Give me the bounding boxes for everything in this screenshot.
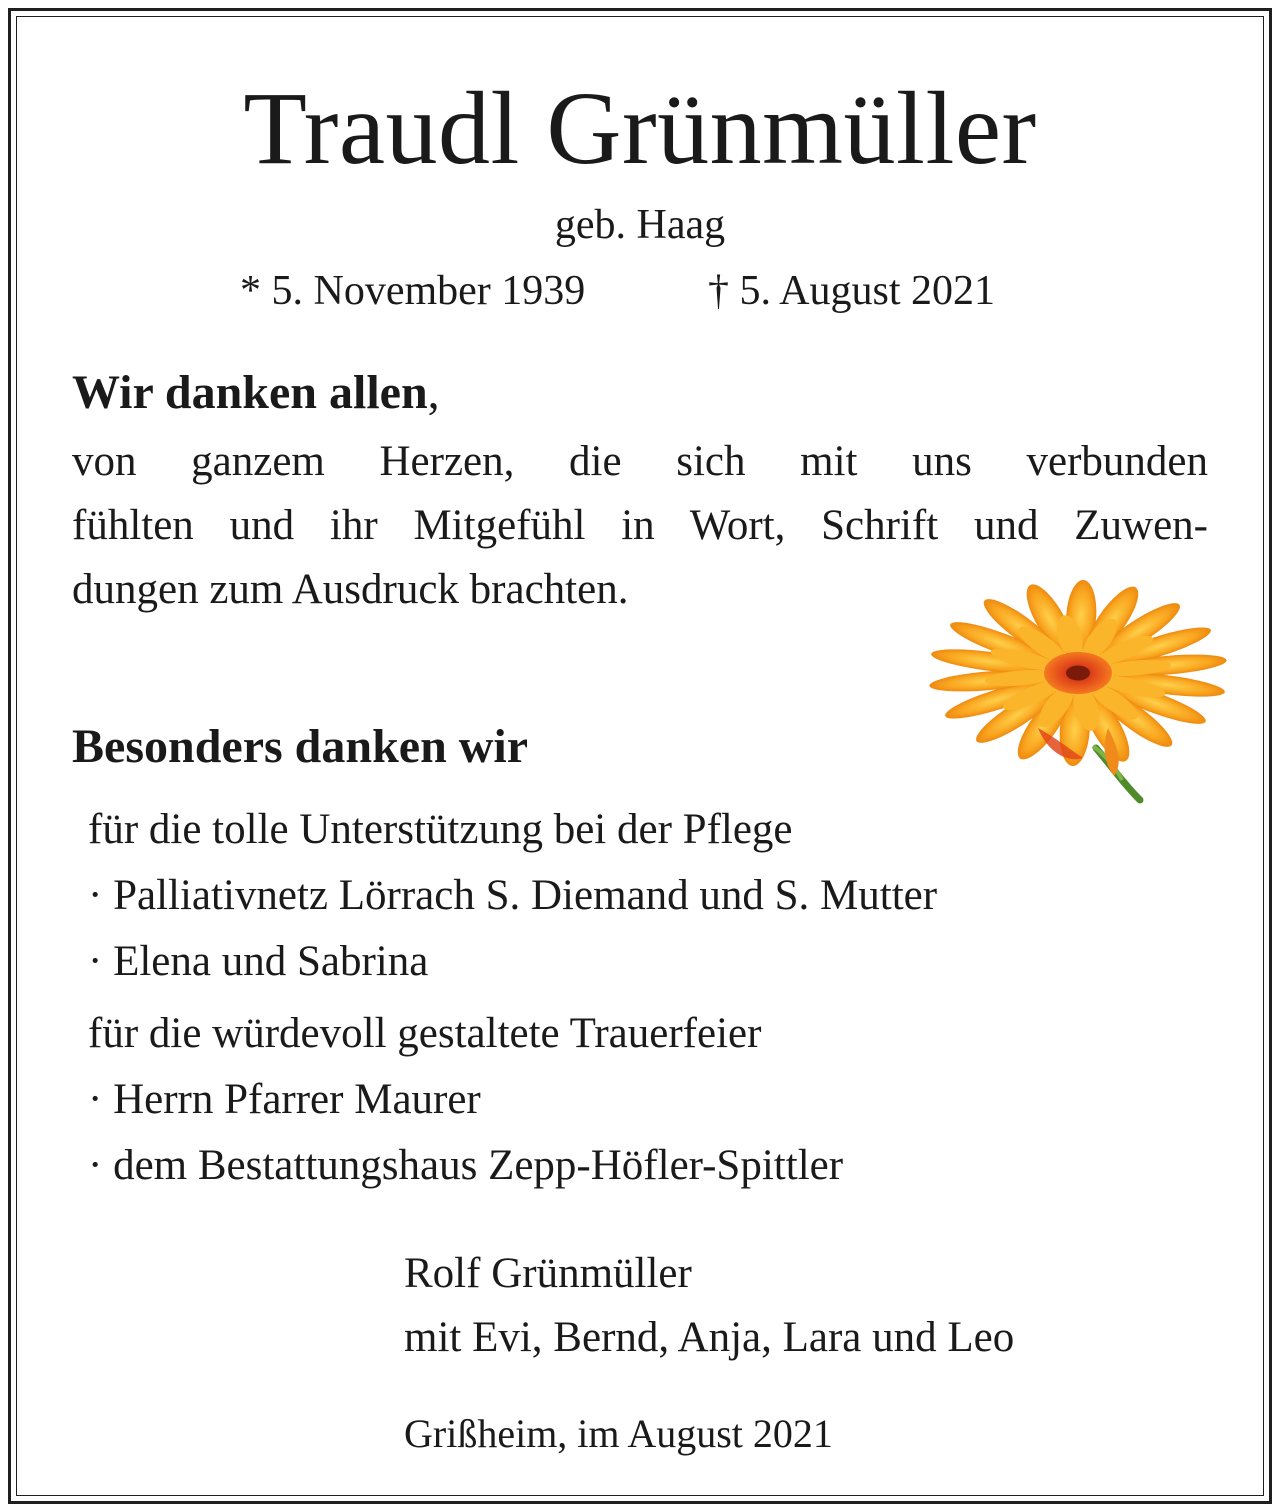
care-intro: für die tolle Unterstützung bei der Pflege xyxy=(88,806,793,853)
funeral-intro: für die würdevoll gestaltete Trauerfeier xyxy=(88,1010,762,1057)
thanks-line: fühlten und ihr Mitgefühl in Wort, Schrift und Zuwen- xyxy=(72,502,1208,549)
list-item: · Palliativnetz Lörrach S. Diemand und S. Mutter xyxy=(88,872,938,919)
thanks-heading-comma: , xyxy=(427,366,440,419)
signature-family: mit Evi, Bernd, Anja, Lara und Leo xyxy=(404,1314,1015,1361)
gerbera-flower-icon xyxy=(918,578,1238,808)
thanks-heading-bold: Wir danken allen xyxy=(72,366,428,419)
birth-name: geb. Haag xyxy=(554,202,726,248)
list-item: · Herrn Pfarrer Maurer xyxy=(88,1076,481,1123)
signature-name: Rolf Grünmüller xyxy=(404,1250,692,1297)
thanks-line: von ganzem Herzen, die sich mit uns verbunden xyxy=(72,438,1208,485)
special-thanks-heading: Besonders danken wir xyxy=(72,720,529,773)
deceased-name: Traudl Grünmüller xyxy=(243,71,1037,186)
list-item: · Elena und Sabrina xyxy=(88,938,429,985)
place-date: Grißheim, im August 2021 xyxy=(404,1411,833,1456)
birth-date: * 5. November 1939 xyxy=(240,268,586,314)
thanks-heading xyxy=(72,364,440,422)
thanks-line: dungen zum Ausdruck brachten. xyxy=(72,566,629,613)
list-item: · dem Bestattungshaus Zepp-Höfler-Spittler xyxy=(88,1142,844,1189)
death-date: † 5. August 2021 xyxy=(708,268,996,314)
